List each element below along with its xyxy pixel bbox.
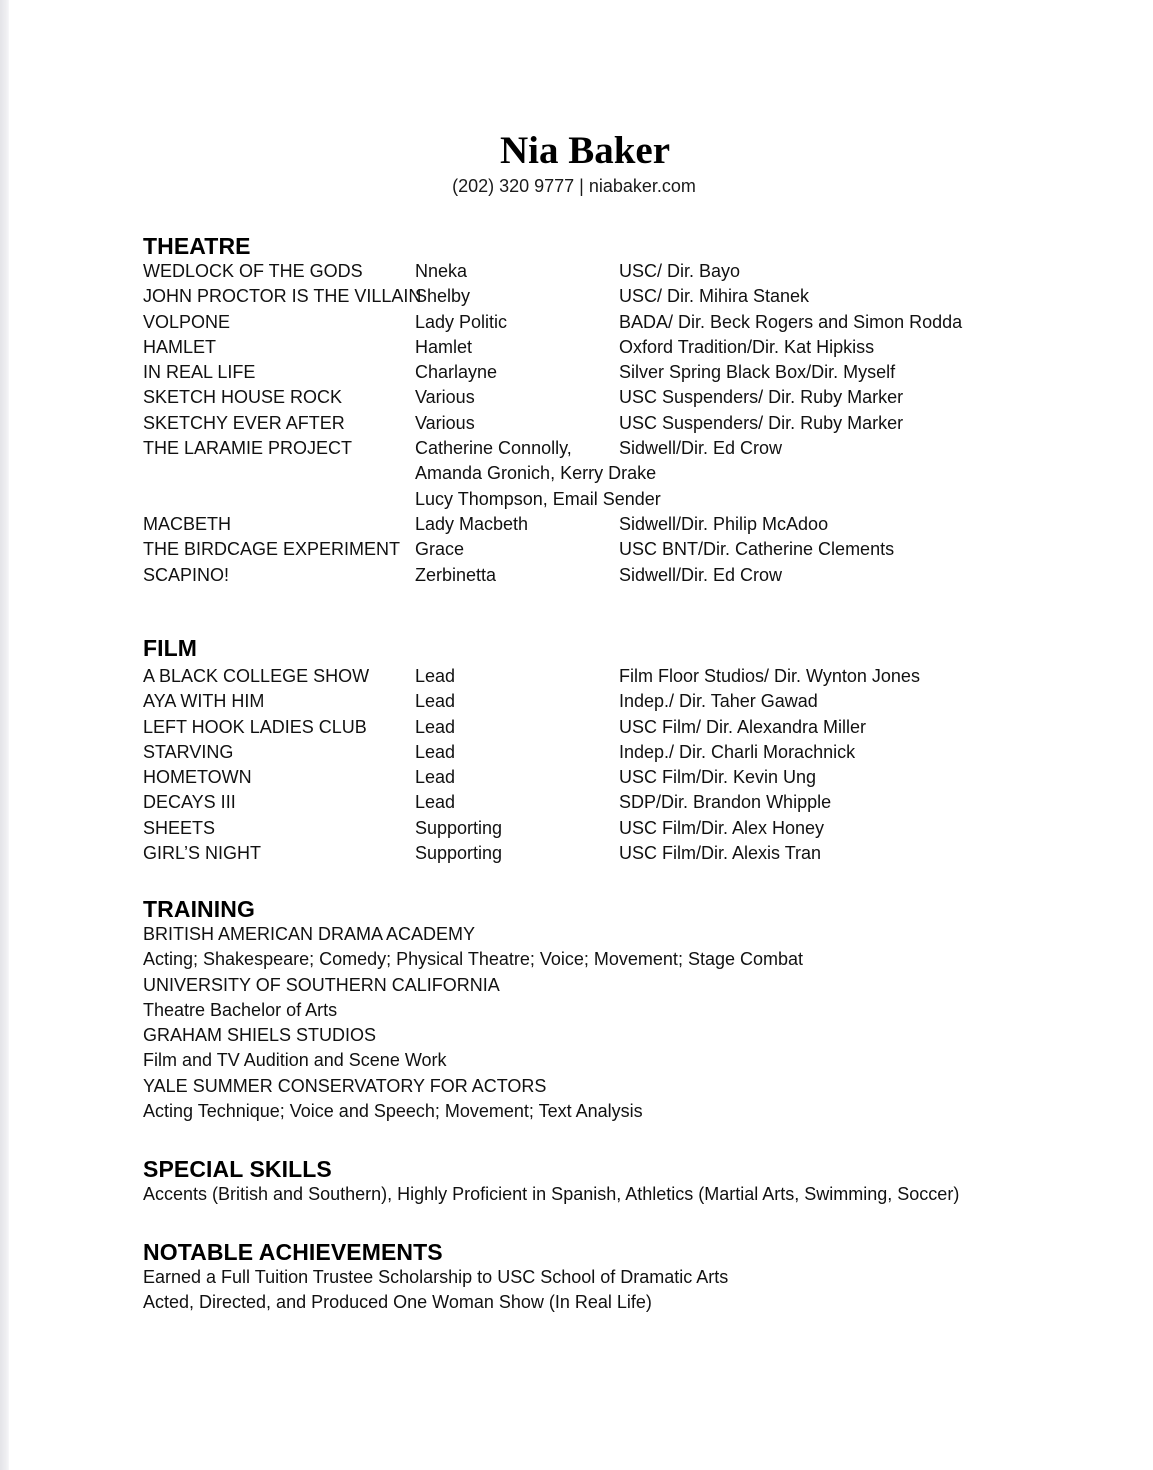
credit-title: VOLPONE [143, 311, 231, 332]
credit-title: IN REAL LIFE [143, 362, 256, 383]
credit-row [143, 563, 1103, 588]
credit-row [143, 512, 1103, 537]
credit-role: Various [415, 412, 475, 433]
special-skills-lines [143, 1182, 1103, 1207]
training-line: Acting; Shakespeare; Comedy; Physical Theatre; Voice; Movement; Stage Combat [143, 949, 804, 970]
credit-role: Lead [415, 716, 456, 737]
film-section [143, 634, 1103, 866]
credit-role: Lead [415, 792, 456, 813]
credit-title: DECAYS III [143, 792, 236, 813]
credit-row [143, 537, 1103, 562]
theatre-heading: THEATRE [143, 233, 251, 259]
page-shadow-edge [0, 0, 9, 1470]
training-line: Film and TV Audition and Scene Work [143, 1050, 447, 1071]
credit-company: Sidwell/Dir. Philip McAdoo [619, 513, 829, 534]
credit-title: MACBETH [143, 513, 232, 534]
training-line: BRITISH AMERICAN DRAMA ACADEMY [143, 924, 476, 944]
credit-title: HAMLET [143, 336, 217, 357]
credit-row [143, 841, 1103, 866]
credit-company: USC Film/ Dir. Alexandra Miller [619, 716, 867, 737]
credit-row [143, 740, 1103, 765]
credit-company: USC Film/Dir. Alex Honey [619, 817, 825, 838]
credit-company: USC/ Dir. Mihira Stanek [619, 286, 810, 307]
credit-role: Lady Politic [415, 311, 508, 332]
achievements-lines [143, 1265, 1103, 1316]
credit-company: Oxford Tradition/Dir. Kat Hipkiss [619, 336, 875, 357]
film-credits [143, 664, 1103, 866]
credit-role: Grace [415, 539, 465, 560]
credit-role: Lead [415, 666, 456, 686]
credit-title: SKETCH HOUSE ROCK [143, 387, 343, 408]
credit-company: Indep./ Dir. Taher Gawad [619, 691, 818, 712]
resume-name: Nia Baker [499, 129, 671, 172]
credit-company: Film Floor Studios/ Dir. Wynton Jones [619, 666, 920, 686]
credit-company: USC/ Dir. Bayo [619, 261, 741, 281]
credit-row [143, 816, 1103, 841]
credit-row [143, 259, 1103, 284]
film-heading: FILM [143, 635, 198, 661]
credit-row [143, 385, 1103, 410]
credit-company: Sidwell/Dir. Ed Crow [619, 438, 783, 459]
training-line: YALE SUMMER CONSERVATORY FOR ACTORS [143, 1075, 547, 1096]
credit-title: SHEETS [143, 817, 216, 838]
credit-row-continuation [143, 487, 1103, 512]
credit-row [143, 765, 1103, 790]
credit-role: Various [415, 387, 475, 408]
credit-role: Zerbinetta [415, 564, 497, 585]
training-line: Theatre Bachelor of Arts [143, 999, 338, 1020]
theatre-credits [143, 259, 1103, 588]
credit-role: Hamlet [415, 336, 473, 357]
credit-company: Silver Spring Black Box/Dir. Myself [619, 362, 896, 383]
credit-title: A BLACK COLLEGE SHOW [143, 666, 370, 686]
special-skills-section [143, 1155, 1103, 1207]
credit-title: JOHN PROCTOR IS THE VILLAIN [143, 286, 422, 307]
credit-company: USC Suspenders/ Dir. Ruby Marker [619, 387, 904, 408]
achievement-line: Earned a Full Tuition Trustee Scholarship to USC School of Dramatic Arts [143, 1267, 729, 1287]
credit-row [143, 335, 1103, 360]
credit-row [143, 689, 1103, 714]
theatre-section [143, 232, 1103, 588]
credit-title: LEFT HOOK LADIES CLUB [143, 716, 367, 737]
credit-company: BADA/ Dir. Beck Rogers and Simon Rodda [619, 311, 963, 332]
credit-row [143, 284, 1103, 309]
credit-company: Sidwell/Dir. Ed Crow [619, 564, 783, 585]
training-line: Acting Technique; Voice and Speech; Movement; Text Analysis [143, 1101, 643, 1122]
credit-row [143, 436, 1103, 461]
credit-role: Shelby [415, 286, 471, 307]
credit-role: Amanda Gronich, Kerry Drake [415, 463, 657, 484]
special-skills-heading: SPECIAL SKILLS [143, 1156, 332, 1182]
credit-title: AYA WITH HIM [143, 691, 265, 712]
credit-role: Supporting [415, 843, 503, 864]
training-heading: TRAINING [143, 896, 255, 922]
credit-company: Indep./ Dir. Charli Morachnick [619, 741, 856, 762]
credit-role: Lead [415, 741, 456, 762]
credit-title: GIRL’S NIGHT [143, 843, 262, 864]
credit-title: WEDLOCK OF THE GODS [143, 261, 363, 281]
achievements-section [143, 1238, 1103, 1316]
credit-title: HOMETOWN [143, 767, 252, 788]
credit-row [143, 411, 1103, 436]
credit-role: Supporting [415, 817, 503, 838]
credit-role: Catherine Connolly, [415, 438, 572, 459]
achievements-heading: NOTABLE ACHIEVEMENTS [143, 1239, 443, 1265]
special-skills-line: Accents (British and Southern), Highly Proficient in Spanish, Athletics (Martial Arts, Swimming, Soccer) [143, 1184, 960, 1204]
credit-company: SDP/Dir. Brandon Whipple [619, 792, 832, 813]
credit-role: Lead [415, 691, 456, 712]
training-line: GRAHAM SHIELS STUDIOS [143, 1025, 377, 1046]
credit-row [143, 360, 1103, 385]
credit-title: THE BIRDCAGE EXPERIMENT [143, 539, 401, 560]
credit-role: Lady Macbeth [415, 513, 529, 534]
achievement-line: Acted, Directed, and Produced One Woman Show (In Real Life) [143, 1292, 652, 1313]
credit-role: Nneka [415, 261, 468, 281]
credit-role: Charlayne [415, 362, 498, 383]
credit-title: STARVING [143, 741, 234, 762]
credit-row [143, 664, 1103, 689]
training-line: UNIVERSITY OF SOUTHERN CALIFORNIA [143, 974, 500, 995]
credit-title: SKETCHY EVER AFTER [143, 412, 345, 433]
contact-line: (202) 320 9777 | niabaker.com [452, 176, 696, 196]
training-section [143, 895, 1103, 1124]
training-lines [143, 922, 1103, 1124]
credit-role: Lucy Thompson, Email Sender [415, 488, 661, 509]
credit-company: USC Film/Dir. Kevin Ung [619, 767, 817, 788]
credit-row [143, 310, 1103, 335]
credit-row [143, 715, 1103, 740]
credit-company: USC Film/Dir. Alexis Tran [619, 843, 822, 864]
credit-company: USC BNT/Dir. Catherine Clements [619, 539, 895, 560]
credit-title: THE LARAMIE PROJECT [143, 438, 353, 459]
credit-role: Lead [415, 767, 456, 788]
credit-company: USC Suspenders/ Dir. Ruby Marker [619, 412, 904, 433]
credit-row-continuation [143, 461, 1103, 486]
credit-title: SCAPINO! [143, 564, 230, 585]
credit-row [143, 790, 1103, 815]
